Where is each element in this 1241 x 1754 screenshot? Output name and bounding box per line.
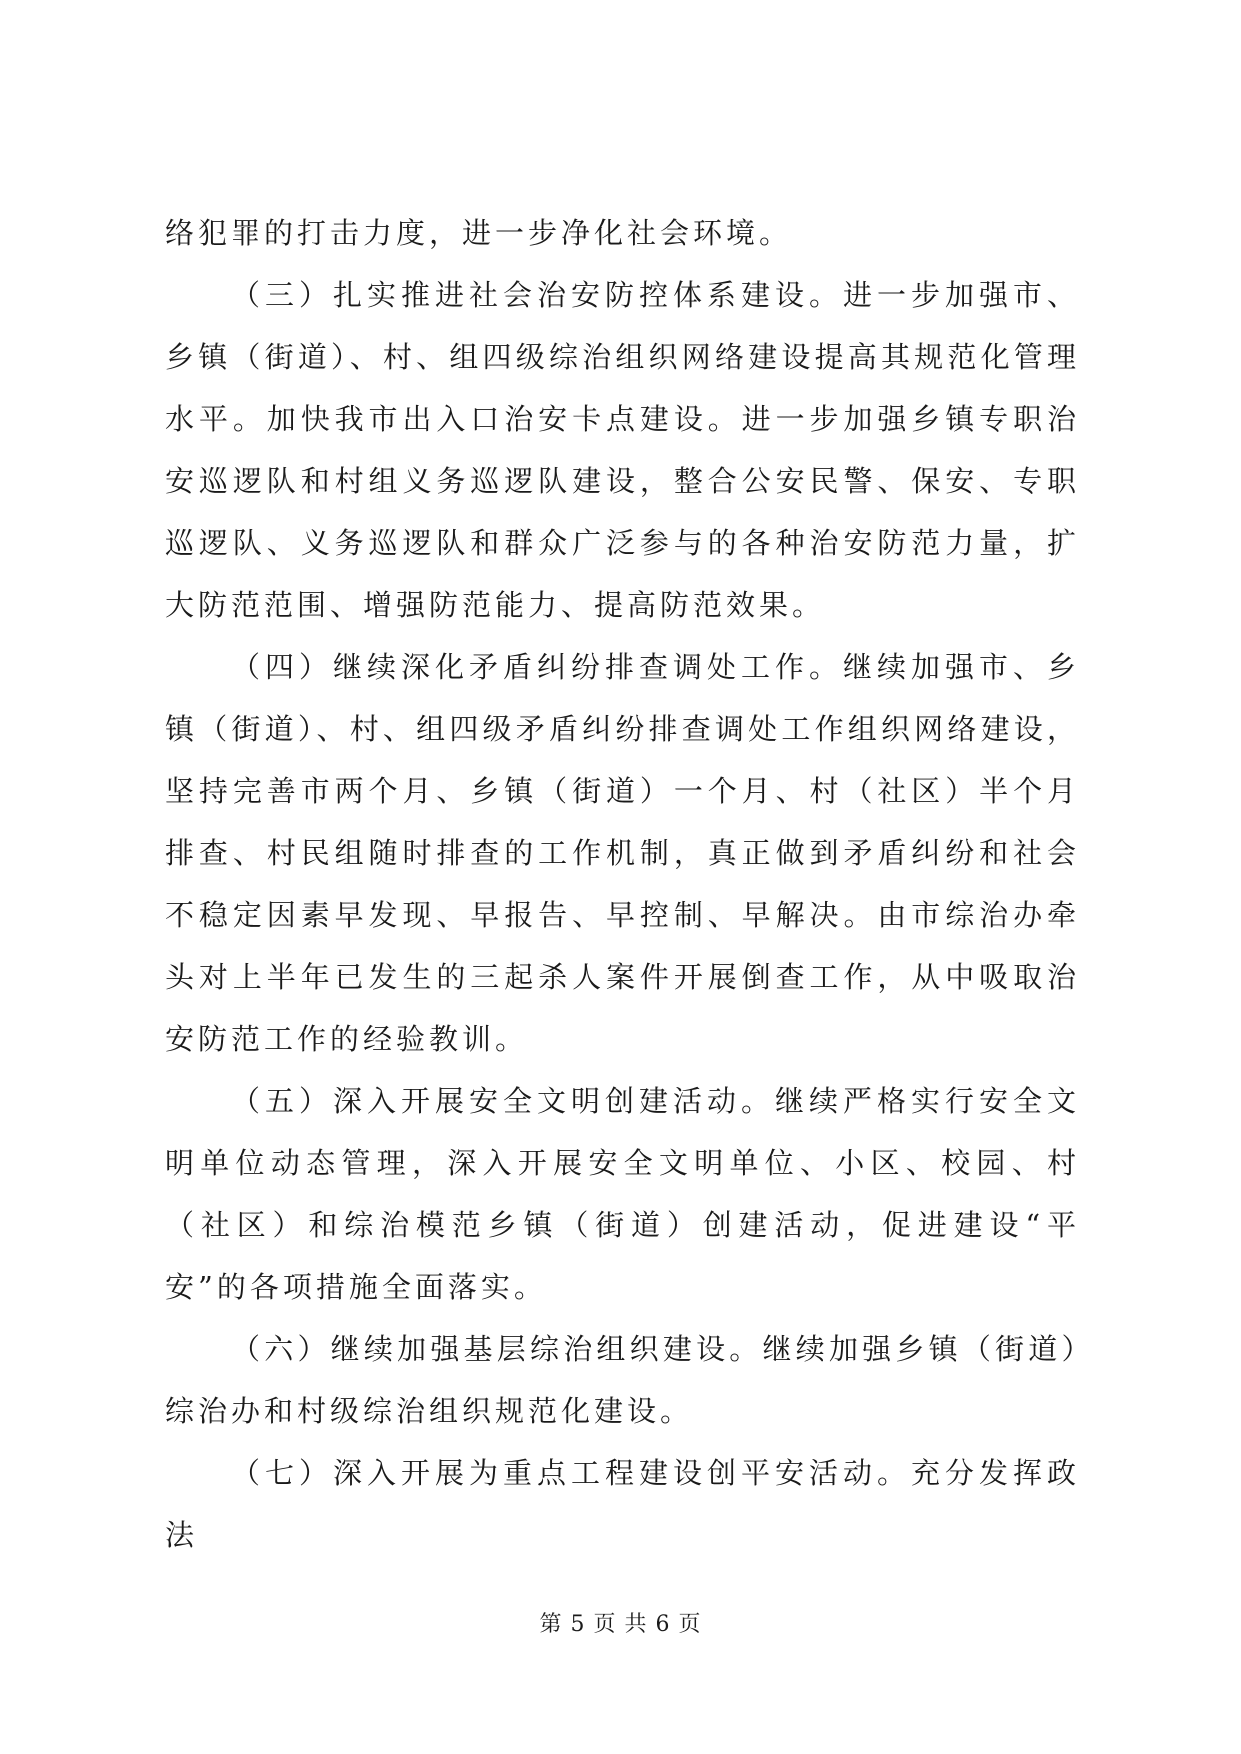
paragraph-section-4: （四）继续深化矛盾纠纷排查调处工作。继续加强市、乡镇（街道）、村、组四级矛盾纠纷排查调处工作组织网络建设，坚持完善市两个月、乡镇（街道）一个月、村（社区）半个月排查、村民组随时排查的工作机制，真正做到矛盾纠纷和社会不稳定因素早发现、早报告、早控制、早解决。由市综治办牵头对上半年已发生的三起杀人案件开展倒查工作，从中吸取治安防范工作的经验教训。	[165, 650, 1080, 1056]
paragraph-section-6: （六）继续加强基层综治组织建设。继续加强乡镇（街道）综治办和村级综治组织规范化建设。	[165, 1332, 1080, 1428]
paragraph-continuation: 络犯罪的打击力度，进一步净化社会环境。	[165, 216, 793, 250]
paragraph-section-7: （七）深入开展为重点工程建设创平安活动。充分发挥政法	[165, 1456, 1080, 1552]
paragraph-section-5: （五）深入开展安全文明创建活动。继续严格实行安全文明单位动态管理，深入开展安全文明单位、小区、校园、村（社区）和综治模范乡镇（街道）创建活动，促进建设“平安”的各项措施全面落实。	[165, 1084, 1080, 1304]
paragraph-section-3: （三）扎实推进社会治安防控体系建设。进一步加强市、乡镇（街道）、村、组四级综治组织网络建设提高其规范化管理水平。加快我市出入口治安卡点建设。进一步加强乡镇专职治安巡逻队和村组义务巡逻队建设，整合公安民警、保安、专职巡逻队、义务巡逻队和群众广泛参与的各种治安防范力量，扩大防范范围、增强防范能力、提高防范效果。	[165, 278, 1080, 622]
document-body	[165, 202, 1080, 1566]
page-number-footer: 第 5 页 共 6 页	[539, 1612, 702, 1637]
